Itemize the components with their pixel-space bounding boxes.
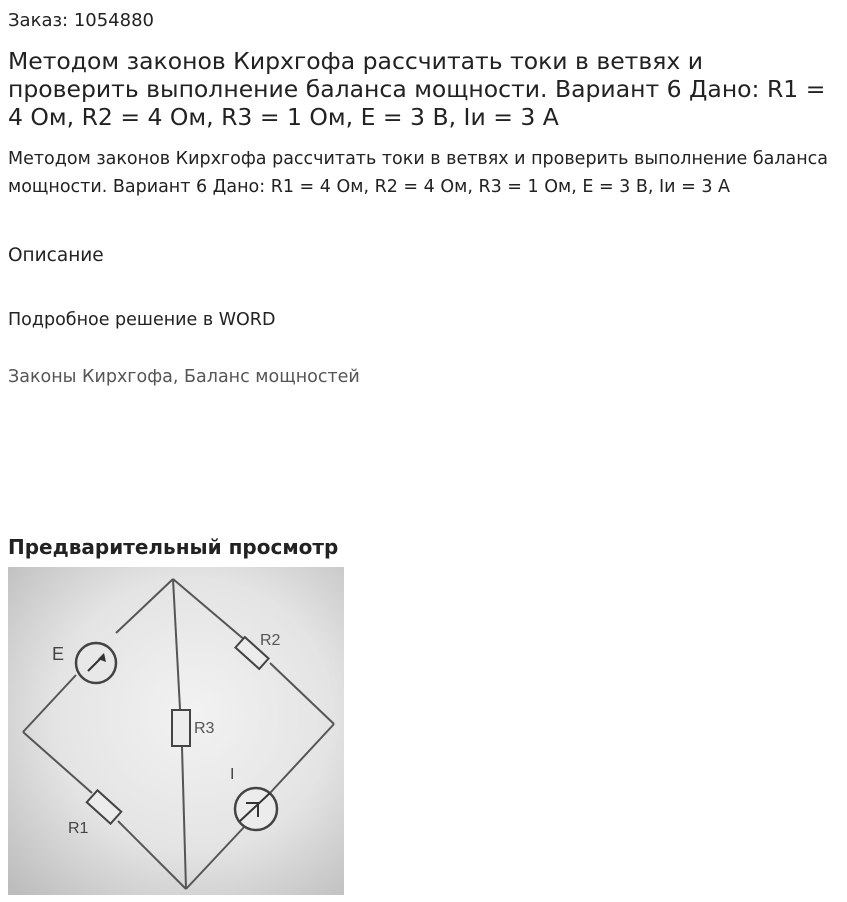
description-heading: Описание — [8, 245, 104, 266]
preview-heading: Предварительный просмотр — [8, 535, 339, 559]
label-r3: R3 — [194, 720, 215, 737]
page-title: Методом законов Кирхгофа рассчитать токи в ветвях и проверить выполнение баланса мощности. Вариант 6 Дано: R1 = 4 Ом, R2 = 4 Ом, R3 = 1 Ом, E = 3 B, Iи = 3 A — [8, 47, 826, 131]
solution-format-text: Подробное решение в WORD — [8, 310, 276, 330]
task-description: Методом законов Кирхгофа рассчитать токи в ветвях и проверить выполнение баланса мощности. Вариант 6 Дано: R1 = 4 Ом, R2 = 4 Ом, R3 = 1 Ом, E = 3 B, Iи = 3 A — [8, 149, 829, 197]
tag-link-kirchhoff[interactable]: Законы Кирхгофа — [8, 367, 173, 387]
label-i: I — [230, 766, 235, 783]
label-r2: R2 — [260, 632, 281, 649]
resistor-r3-symbol — [172, 710, 190, 746]
tag-separator: , — [172, 367, 185, 387]
circuit-diagram — [8, 567, 344, 895]
circuit-preview-image[interactable] — [8, 567, 344, 895]
tag-link-power-balance[interactable]: Баланс мощностей — [184, 367, 360, 387]
order-number: Заказ: 1054880 — [8, 10, 154, 31]
label-r1: R1 — [68, 820, 89, 837]
label-e: E — [52, 644, 65, 664]
tags-list — [8, 365, 360, 389]
emf-source-symbol — [76, 643, 116, 683]
current-source-symbol — [235, 788, 277, 830]
